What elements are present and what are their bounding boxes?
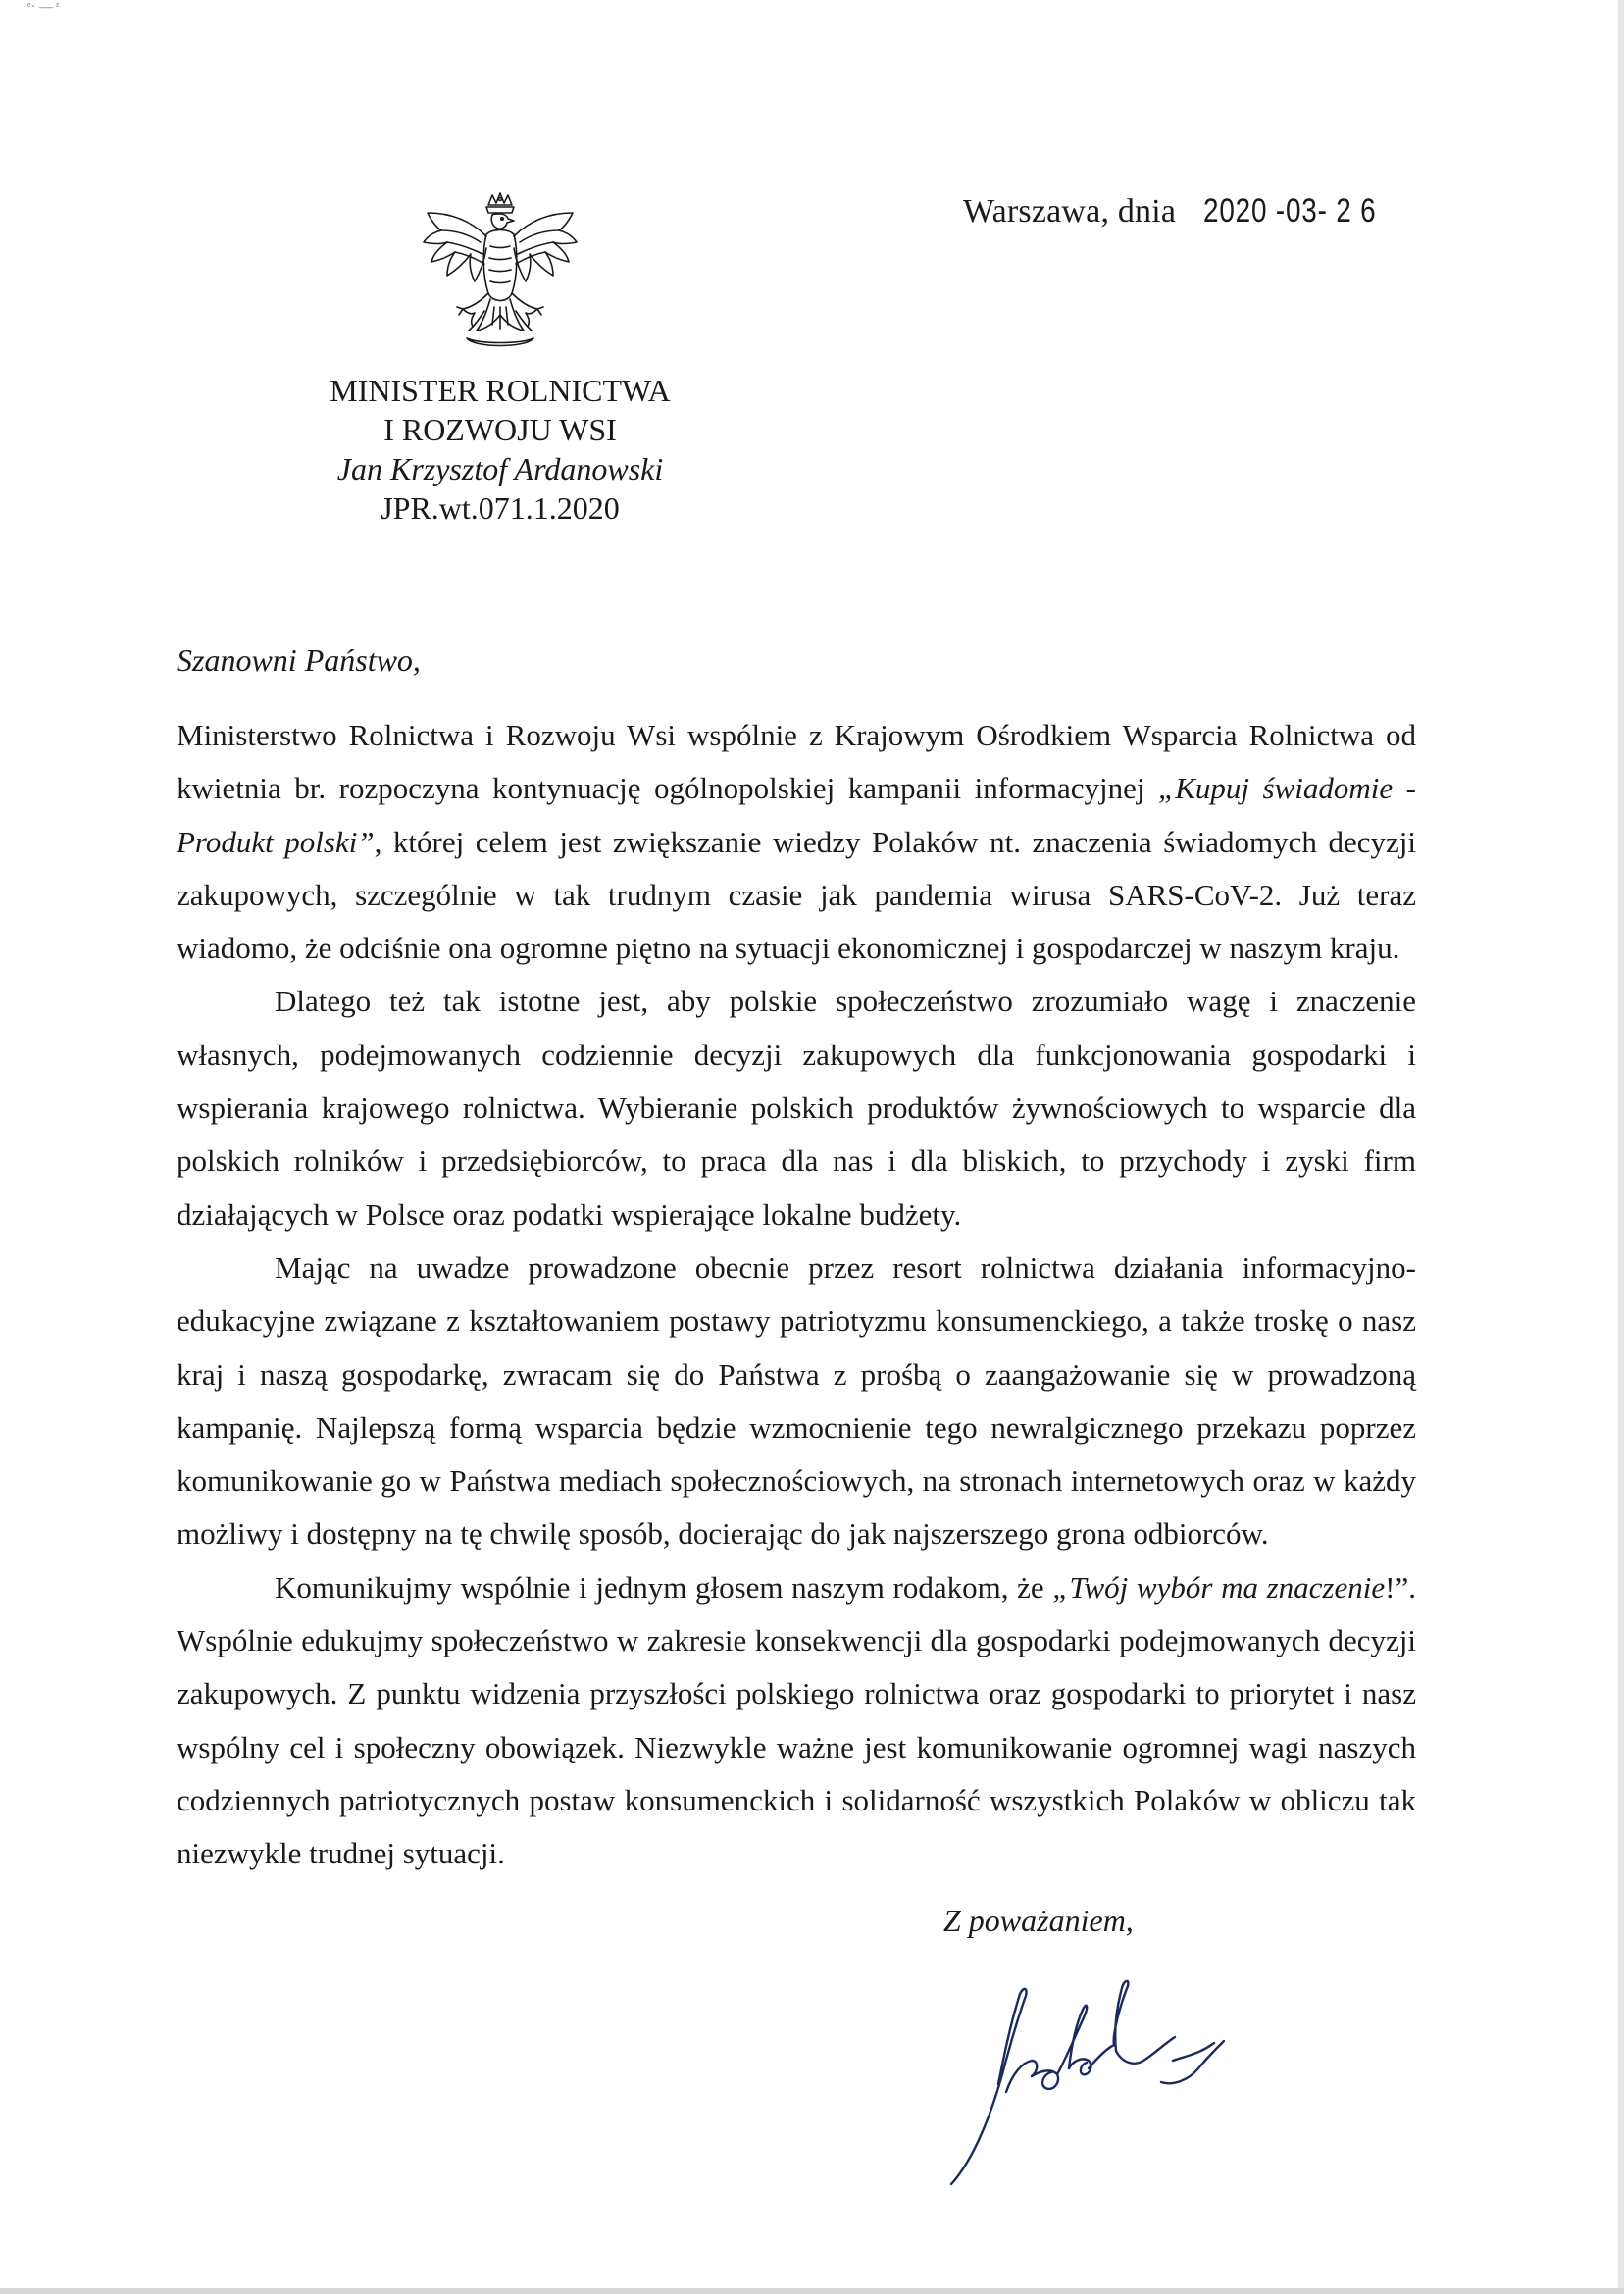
- issuer-title-line1: MINISTER ROLNICTWA: [330, 373, 671, 408]
- paragraph-text: , której celem jest zwiększanie wiedzy Polaków nt. znaczenia świadomych decyzji zakupowych, szczególnie w tak trudnym czasie jak pandemia wirusa SARS-CoV-2. Już teraz wiadomo, że odciśnie ona ogromne piętno na sytuacji ekonomicznej i gospodarczej w naszym kraju.: [177, 824, 1416, 966]
- polish-eagle-emblem-icon: [412, 191, 588, 368]
- paragraph-text: Mając na uwadze prowadzone obecnie przez resort rolnictwa działania informacyjno-edukacyjne związane z kształtowaniem postawy patriotyzmu konsumenckiego, a także troskę o nasz kraj i naszą gospodarkę, zwracam się do Państwa z prośbą o zaangażowanie się w prowadzoną kampanię. Najlepszą formą wsparcia będzie wzmocnienie tego newralgicznego przekazu poprzez komunikowanie go w Państwa mediach społecznościowych, na stronach internetowych oraz w każdy możliwy i dostępny na tę chwilę sposób, docierając do jak najszerszego grona odbiorców.: [177, 1249, 1416, 1552]
- closing-phrase: Z poważaniem,: [943, 1903, 1134, 1938]
- paragraph-text: Dlatego też tak istotne jest, aby polskie społeczeństwo zrozumiało wagę i znaczenie własnych, podejmowanych codziennie decyzji zakupowych dla funkcjonowania gospodarki i wspierania krajowego rolnictwa. Wybieranie polskich produktów żywnościowych to wsparcie dla polskich rolników i przedsiębiorców, to praca dla nas i dla bliskich, to przychody i zyski firm działających w Polsce oraz podatki wspierające lokalne budżety.: [177, 984, 1416, 1232]
- reference-number: JPR.wt.071.1.2020: [381, 490, 620, 526]
- handwritten-signature-icon: [941, 1966, 1275, 2192]
- paragraph: [177, 1242, 1416, 1561]
- scan-edge: [1618, 0, 1624, 2294]
- scan-edge: [0, 2288, 1624, 2294]
- campaign-slogan: „Twój wybór ma znaczenie: [1052, 1569, 1386, 1605]
- date-stamp: 2020 -03- 2 6: [1203, 192, 1377, 229]
- place-label: Warszawa, dnia: [963, 193, 1177, 229]
- paragraph: [177, 975, 1416, 1241]
- scan-marks: ᵉ· — ᵋ: [27, 0, 60, 15]
- issuer-block: [294, 371, 706, 528]
- letter-body: [177, 709, 1416, 1881]
- paragraph-text: Komunikujmy wspólnie i jednym głosem naszym rodakom, że: [275, 1569, 1053, 1605]
- issuer-name: Jan Krzysztof Ardanowski: [336, 451, 664, 486]
- paragraph: [177, 709, 1416, 975]
- paragraph-text: Ministerstwo Rolnictwa i Rozwoju Wsi wspólnie z Krajowym Ośrodkiem Wsparcia Rolnictwa od kwietnia br. rozpoczyna kontynuację ogólnopolskiej kampanii informacyjnej: [177, 718, 1416, 806]
- issuer-title-line2: I ROZWOJU WSI: [383, 412, 617, 447]
- paragraph: [177, 1561, 1416, 1881]
- salutation: Szanowni Państwo,: [177, 642, 421, 678]
- paragraph-text: !”. Wspólnie edukujmy społeczeństwo w zakresie konsekwencji dla gospodarki podejmowanych decyzji zakupowych. Z punktu widzenia przyszłości polskiego rolnictwa oraz gospodarki to priorytet i nasz wspólny cel i społeczny obowiązek. Niezwykle ważne jest komunikowanie ogromnej wagi naszych codziennych patriotycznych postaw konsumenckich i solidarność wszystkich Polaków w obliczu tak niezwykle trudnej sytuacji.: [177, 1569, 1416, 1871]
- place-and-date: [963, 192, 1414, 230]
- campaign-name: „Kupuj świadomie - Produkt polski”: [177, 771, 1416, 859]
